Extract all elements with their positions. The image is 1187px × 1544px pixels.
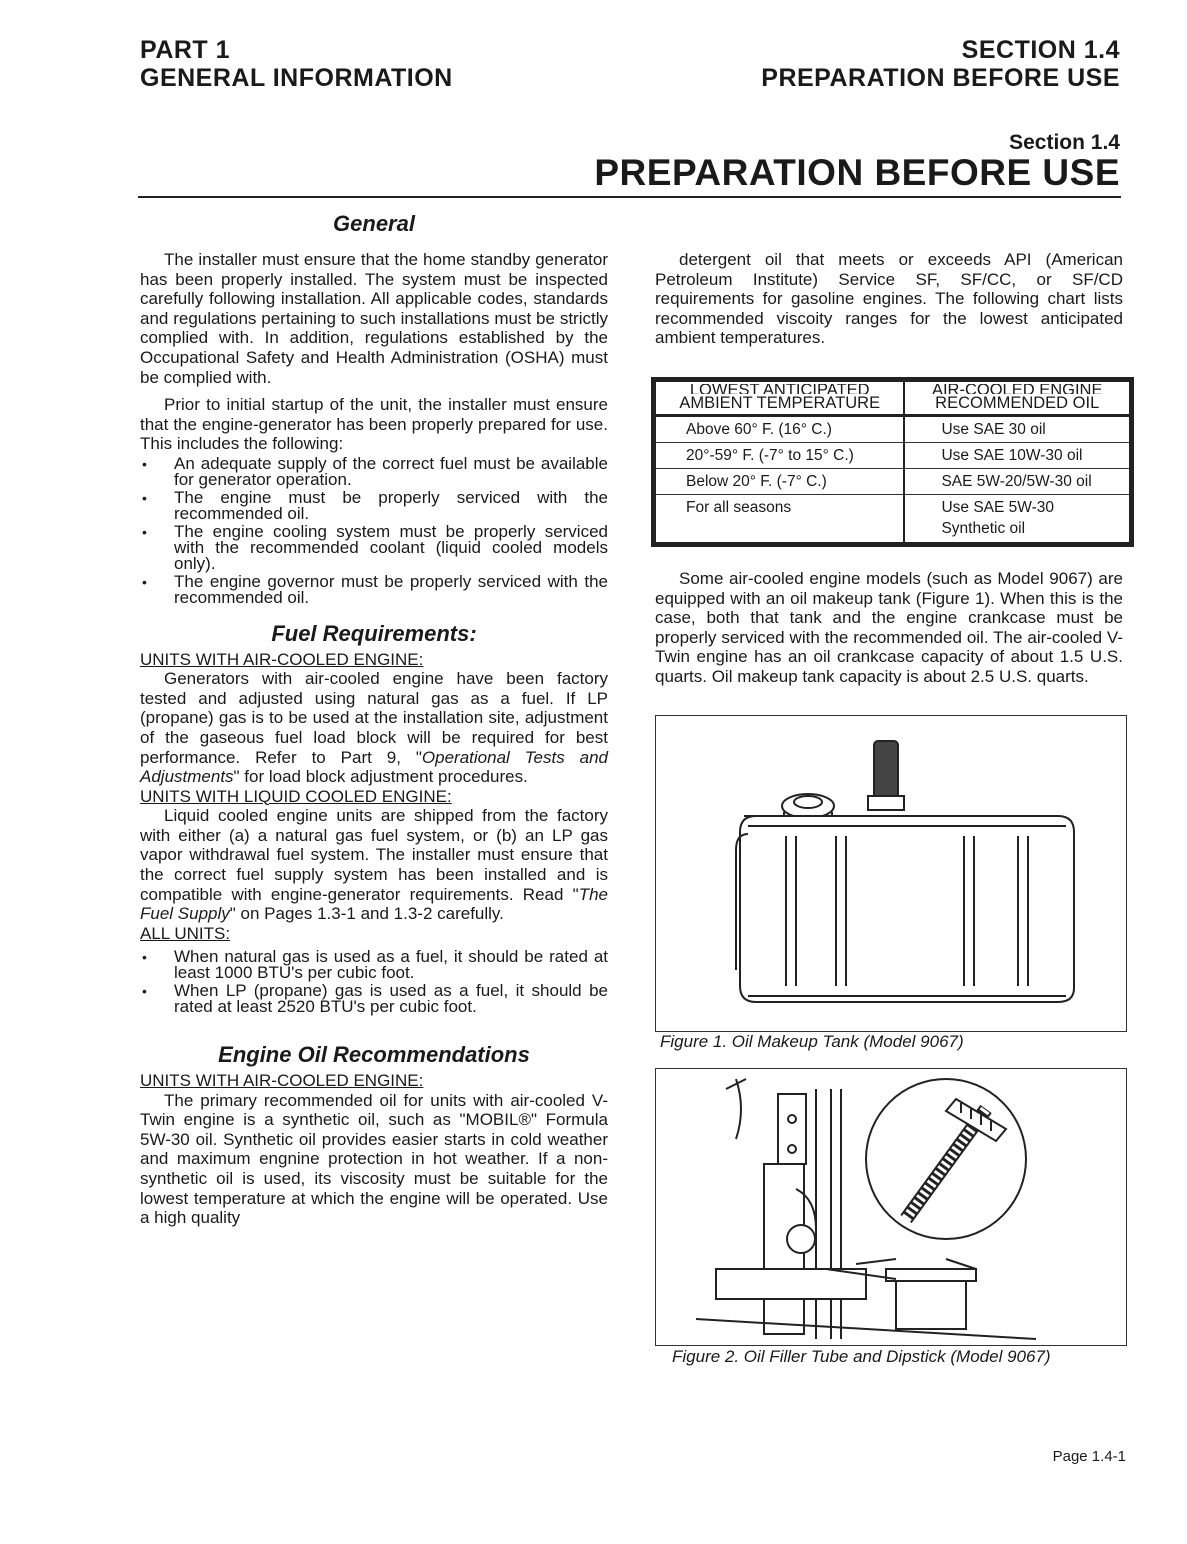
list-item: • When LP (propane) gas is used as a fuel, it should be rated at least 2520 BTU's per cubic foot.	[140, 983, 608, 1015]
right-column	[655, 250, 1123, 348]
table-cell-temperature: 20°-59° F. (-7° to 15° C.)	[656, 443, 904, 469]
section-title: PREPARATION BEFORE USE	[761, 64, 1120, 92]
header-line: AMBIENT TEMPERATURE	[679, 394, 881, 412]
list-item: • The engine must be properly serviced with the recommended oil.	[140, 490, 608, 522]
table-cell-oil: Use SAE 30 oil	[904, 416, 1129, 443]
table-cell-temperature: For all seasons	[656, 495, 904, 543]
oil-filler-tube-dipstick-illustration	[656, 1069, 1126, 1345]
table-cell-oil: Use SAE 10W-30 oil	[904, 443, 1129, 469]
makeup-tank-paragraph: Some air-cooled engine models (such as Model 9067) are equipped with an oil makeup tank (Figure 1). When this is the case, both that tank and the engine crankcase must be properly serviced with the recommended oil. The air-cooled V-Twin engine has an oil crankcase capacity of about 1.5 U.S. quarts. Oil makeup tank capacity is about 2.5 U.S. quarts.	[655, 569, 1123, 686]
table-header-row	[656, 382, 1129, 416]
general-heading: General	[333, 211, 415, 236]
header-line: AIR-COOLED ENGINE	[931, 384, 1103, 394]
section-label: SECTION 1.4	[961, 36, 1120, 64]
oil-paragraph-continued: detergent oil that meets or exceeds API (American Petroleum Institute) Service SF, SF/CC, or SF/CD requirements for gasoline engines. The following chart lists recommended viscoity ranges for the lowest anticipated ambient temperatures.	[655, 250, 1123, 348]
part-title: GENERAL INFORMATION	[140, 64, 453, 92]
table-header-temperature	[656, 382, 904, 416]
fuel-liquid-text-a: Liquid cooled engine units are shipped from the factory with either (a) a natural gas fuel system, or (b) an LP gas vapor withdrawal fuel system. The installer must ensure that the correct fuel supply system has been installed and is compatible with engine-generator requirements. Read "	[140, 806, 608, 904]
part-header	[140, 36, 453, 92]
table-cell-temperature: Below 20° F. (-7° C.)	[656, 469, 904, 495]
oil-subheading: UNITS WITH AIR-COOLED ENGINE:	[140, 1071, 424, 1091]
page-number: Page 1.4-1	[1052, 1448, 1126, 1465]
general-bullet-list	[140, 453, 608, 607]
fuel-liquid-subheading: UNITS WITH LIQUID COOLED ENGINE:	[140, 786, 452, 806]
fuel-liquid-reference: The Fuel Supply	[140, 884, 608, 924]
page-title: PREPARATION BEFORE USE	[594, 152, 1120, 193]
table-row	[656, 443, 1129, 469]
table-row	[656, 416, 1129, 443]
fuel-air-text-b: " for load block adjustment procedures.	[233, 767, 528, 787]
fuel-all-bullet-list	[140, 949, 608, 1015]
title-rule	[138, 196, 1121, 198]
fuel-all-subheading: ALL UNITS:	[140, 923, 231, 943]
list-item: • The engine cooling system must be properly serviced with the recommended coolant (liquid cooled models only).	[140, 524, 608, 572]
section-number-title: Section 1.4	[1009, 131, 1120, 154]
figure-1-caption: Figure 1. Oil Makeup Tank (Model 9067)	[660, 1032, 964, 1051]
oil-makeup-tank-illustration	[656, 716, 1126, 1031]
table-row	[656, 469, 1129, 495]
fuel-air-subheading: UNITS WITH AIR-COOLED ENGINE:	[140, 649, 424, 669]
left-column	[140, 250, 608, 1228]
fuel-air-text-a: Generators with air-cooled engine have been factory tested and adjusted using natural gas as a fuel. If LP (propane) gas is to be used at the installation site, adjustment of the gaseous fuel load block will be required for best performance. Refer to Part 9, "	[140, 669, 608, 767]
list-item: • When natural gas is used as a fuel, it should be rated at least 1000 BTU's per cubic foot.	[140, 949, 608, 981]
fuel-air-reference: Operational Tests and Adjustments	[140, 747, 608, 787]
table-header-oil	[904, 382, 1129, 416]
list-item: • The engine governor must be properly serviced with the recommended oil.	[140, 574, 608, 606]
oil-paragraph: The primary recommended oil for units with air-cooled V-Twin engine is a synthetic oil, such as "MOBIL®" Formula 5W-30 oil. Synthetic oil provides easier starts in cold weather and maximum engnine protection in hot weather. If a non-synthetic oil is used, its viscosity must be suitable for the lowest temperature at which the engine will be operated. Use a high quality	[140, 1090, 608, 1228]
table-cell-temperature: Above 60° F. (16° C.)	[656, 416, 904, 443]
figure-1-box	[655, 715, 1127, 1032]
oil-line: Synthetic oil	[941, 520, 1026, 537]
oil-viscosity-table	[651, 377, 1134, 547]
general-paragraph-1: The installer must ensure that the home standby generator has been properly installed. The system must be inspected carefully following installation. All applicable codes, standards and regulations pertaining to such installations must be strictly complied with. In addition, regulations established by the Occupational Safety and Health Administration (OSHA) must be complied with.	[140, 250, 608, 387]
oil-line: Use SAE 5W-30	[941, 499, 1055, 516]
figure-2-box	[655, 1068, 1127, 1346]
header-line: RECOMMENDED OIL	[935, 394, 1100, 412]
part-label: PART 1	[140, 36, 231, 64]
table-cell-oil: SAE 5W-20/5W-30 oil	[904, 469, 1129, 495]
table-row	[656, 495, 1129, 543]
section-header	[761, 36, 1120, 92]
fuel-liquid-text-b: " on Pages 1.3-1 and 1.3-2 carefully.	[229, 904, 504, 924]
fuel-liquid-paragraph	[140, 806, 608, 924]
oil-heading: Engine Oil Recommendations	[218, 1042, 530, 1068]
table-cell-oil	[904, 495, 1129, 543]
right-column-lower	[655, 569, 1123, 687]
fuel-air-paragraph	[140, 669, 608, 787]
figure-2-caption: Figure 2. Oil Filler Tube and Dipstick (Model 9067)	[672, 1347, 1051, 1366]
header-line: LOWEST ANTICIPATED	[689, 384, 870, 394]
fuel-heading: Fuel Requirements:	[271, 620, 477, 646]
general-paragraph-2: Prior to initial startup of the unit, the installer must ensure that the engine-generator has been properly prepared for use. This includes the following:	[140, 395, 608, 454]
list-item: • An adequate supply of the correct fuel must be available for generator operation.	[140, 456, 608, 488]
